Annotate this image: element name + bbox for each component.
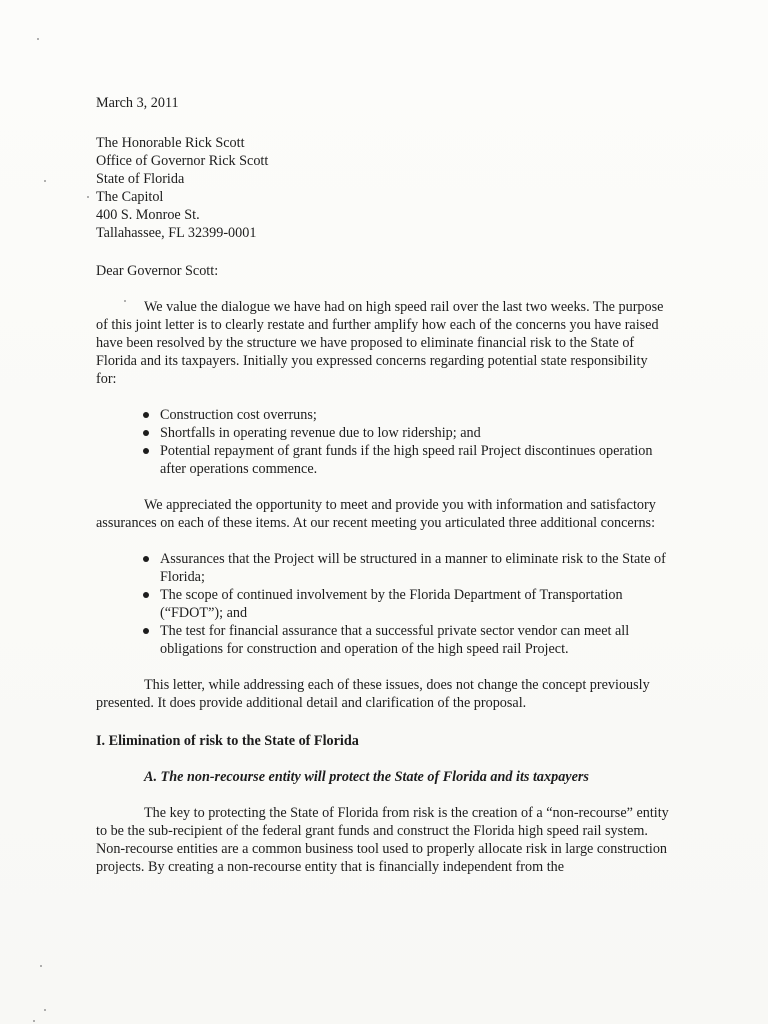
bullet-icon [143,592,149,598]
scan-speck [44,1009,46,1011]
list-item [140,424,670,442]
list-item [140,622,670,658]
list-item [140,550,670,586]
bullet-icon [143,412,149,418]
list-item-text: Assurances that the Project will be structured in a manner to eliminate risk to the State of Florida; [160,551,666,585]
bullet-icon [143,448,149,454]
address-line: State of Florida [96,171,185,187]
scan-speck [37,38,39,40]
list-item-text: Potential repayment of grant funds if the high speed rail Project discontinues operation after operations commence. [160,443,653,477]
bullet-icon [143,556,149,562]
recipient-address [96,134,670,242]
list-item-text: Construction cost overruns; [160,407,317,423]
scan-speck [44,180,46,182]
list-item-text: Shortfalls in operating revenue due to low ridership; and [160,425,481,441]
additional-concerns-list [96,550,670,658]
letter-body [96,94,670,876]
address-line: 400 S. Monroe St. [96,207,200,223]
paragraph-intro: We value the dialogue we have had on high speed rail over the last two weeks. The purpose of this joint letter is to clearly restate and further amplify how each of the concerns you have raised have been resolved by the structure we have proposed to eliminate financial risk to the State of Florida and its taxpayers. Initially you expressed concerns regarding potential state responsibility for: [96,299,664,387]
initial-concerns-list [96,406,670,478]
scan-speck [87,196,89,198]
address-line: The Honorable Rick Scott [96,135,245,151]
bullet-icon [143,628,149,634]
paragraph-scope: This letter, while addressing each of these issues, does not change the concept previously presented. It does provide additional detail and clarification of the proposal. [96,677,650,711]
list-item-text: The test for financial assurance that a successful private sector vendor can meet all obligations for construction and operation of the high speed rail Project. [160,623,630,657]
list-item [140,442,670,478]
list-item [140,586,670,622]
list-item [140,406,670,424]
letter-date: March 3, 2011 [96,95,179,111]
scan-speck [40,965,42,967]
subsection-heading: A. The non-recourse entity will protect the State of Florida and its taxpayers [144,769,589,785]
paragraph-assurances: We appreciated the opportunity to meet and provide you with information and satisfactory assurances on each of these items. At our recent meeting you articulated three additional concerns: [96,497,656,531]
address-line: The Capitol [96,189,164,205]
scan-speck [33,1020,35,1022]
section-heading: I. Elimination of risk to the State of Florida [96,733,359,749]
paragraph-non-recourse: The key to protecting the State of Florida from risk is the creation of a “non-recourse” entity to be the sub-recipient of the federal grant funds and construct the Florida high speed rail system. Non-recourse entities are a common business tool used to properly allocate risk in large construction projects. By creating a non-recourse entity that is financially independent from the [96,805,669,875]
list-item-text: The scope of continued involvement by the Florida Department of Transportation (“FDOT”); and [160,587,623,621]
address-line: Office of Governor Rick Scott [96,153,269,169]
address-line: Tallahassee, FL 32399-0001 [96,225,257,241]
bullet-icon [143,430,149,436]
salutation: Dear Governor Scott: [96,263,219,279]
